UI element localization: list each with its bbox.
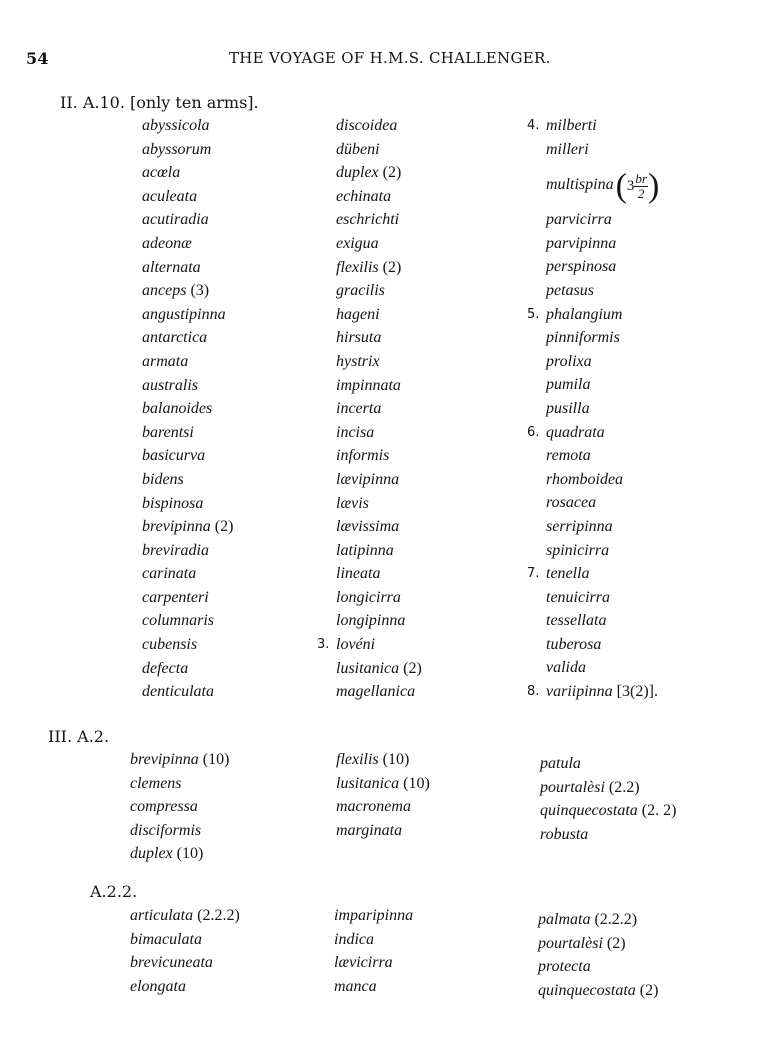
species-entry xyxy=(336,279,422,303)
species-count: (10) xyxy=(382,751,410,768)
species-entry xyxy=(540,823,676,847)
section-iii-column-1 xyxy=(130,748,229,866)
species-name: tenella xyxy=(546,565,590,583)
species-entry xyxy=(142,161,233,185)
species-entry xyxy=(130,928,240,952)
species-entry xyxy=(142,680,233,704)
arm-formula xyxy=(616,161,660,209)
species-entry xyxy=(317,633,422,657)
species-name: robusta xyxy=(540,825,589,843)
species-name: balanoides xyxy=(142,400,213,418)
species-name: lusitanica xyxy=(336,659,400,677)
species-entry xyxy=(334,975,413,999)
species-name: armata xyxy=(142,352,189,370)
species-entry xyxy=(142,421,233,445)
species-entry xyxy=(546,633,659,657)
species-entry xyxy=(336,374,422,398)
entry-number-marker: 7. xyxy=(527,566,540,582)
species-name: brevicuneata xyxy=(130,954,213,972)
species-entry xyxy=(527,114,659,138)
species-entry xyxy=(336,468,422,492)
species-name: palmata xyxy=(538,911,591,928)
species-count: (2) xyxy=(606,934,626,952)
species-entry xyxy=(336,680,422,704)
species-name: duplex xyxy=(336,164,379,182)
species-entry xyxy=(142,185,233,209)
species-entry xyxy=(336,350,422,374)
species-entry xyxy=(546,515,659,539)
species-entry xyxy=(130,748,229,772)
species-entry xyxy=(142,468,233,492)
section-a22-column-3 xyxy=(538,908,658,1002)
species-name: indica xyxy=(334,930,374,948)
species-name: manca xyxy=(334,977,377,995)
entry-number-marker: 6. xyxy=(527,424,540,440)
species-entry xyxy=(546,232,659,256)
species-entry xyxy=(546,397,659,421)
species-entry xyxy=(336,138,422,162)
species-entry xyxy=(142,279,233,303)
species-name: angustipinna xyxy=(142,305,226,323)
species-name: valida xyxy=(546,659,586,677)
section-iii-heading: III. A.2. xyxy=(48,727,110,746)
species-entry xyxy=(142,539,233,563)
species-name: elongata xyxy=(130,977,186,995)
species-name: serripinna xyxy=(546,517,613,535)
formula-numerator: br xyxy=(635,170,647,186)
species-entry xyxy=(527,680,659,704)
species-name: quadrata xyxy=(546,423,605,441)
species-entry xyxy=(546,208,659,232)
species-name: quinquecostata xyxy=(540,802,638,820)
species-entry xyxy=(130,975,240,999)
species-name: denticulata xyxy=(142,683,214,701)
species-name: hystrix xyxy=(336,352,380,370)
section-a22-column-2 xyxy=(334,904,413,998)
species-name: phalangium xyxy=(546,305,623,323)
section-a22-heading: A.2.2. xyxy=(90,882,138,901)
species-entry xyxy=(336,114,422,138)
species-entry xyxy=(142,586,233,610)
species-entry xyxy=(336,444,422,468)
species-name: carpenteri xyxy=(142,588,209,606)
page-title: THE VOYAGE OF H.M.S. CHALLENGER. xyxy=(229,49,551,67)
species-name: disciformis xyxy=(130,821,202,839)
species-name: milberti xyxy=(546,117,597,134)
species-entry xyxy=(142,303,233,327)
species-name: lævis xyxy=(336,494,369,512)
species-name: abyssorum xyxy=(142,140,212,158)
species-name: parvipinna xyxy=(546,234,617,252)
species-name: variipinna xyxy=(546,683,613,701)
species-entry xyxy=(546,468,659,492)
species-name: dübeni xyxy=(336,140,380,158)
species-entry xyxy=(336,303,422,327)
species-name: remota xyxy=(546,447,591,465)
species-name: pourtalèsi xyxy=(538,934,603,952)
species-name: imparipinna xyxy=(334,907,414,924)
species-entry xyxy=(142,444,233,468)
species-entry xyxy=(336,539,422,563)
species-name: tenuicirra xyxy=(546,588,610,606)
species-name: patula xyxy=(540,755,581,772)
species-entry xyxy=(538,955,658,979)
species-name: brevipinna xyxy=(130,751,199,768)
species-name: alternata xyxy=(142,258,201,276)
species-entry xyxy=(538,908,658,932)
species-count: (2.2.2) xyxy=(594,911,638,928)
species-name: flexilis xyxy=(336,751,379,768)
species-name: clemens xyxy=(130,774,182,792)
species-name: australis xyxy=(142,376,199,394)
species-entry xyxy=(142,492,233,516)
species-name: anceps xyxy=(142,282,187,300)
species-entry xyxy=(546,326,659,350)
species-entry xyxy=(130,772,229,796)
species-name: lusitanica xyxy=(336,774,400,792)
entry-number-marker: 8. xyxy=(527,684,540,700)
species-entry xyxy=(546,138,659,162)
open-paren: ( xyxy=(615,167,627,205)
section-ii-column-3 xyxy=(527,114,660,704)
entry-number-marker: 4. xyxy=(527,118,540,133)
species-name: impinnata xyxy=(336,376,401,394)
section-iii-column-2 xyxy=(336,748,430,842)
species-entry xyxy=(336,609,422,633)
species-count: (10) xyxy=(403,774,430,792)
species-entry xyxy=(334,928,413,952)
formula-fraction xyxy=(634,172,648,201)
species-entry xyxy=(130,951,240,975)
species-entry xyxy=(142,633,233,657)
species-count: (2) xyxy=(639,981,659,999)
species-name: carinata xyxy=(142,565,197,583)
species-entry xyxy=(130,842,229,866)
species-entry xyxy=(336,397,422,421)
species-name: rosacea xyxy=(546,494,597,512)
formula-denominator: 2 xyxy=(637,185,645,201)
formula-coefficient: 3 xyxy=(626,177,635,194)
species-name: pusilla xyxy=(546,399,590,417)
species-entry xyxy=(336,657,422,681)
species-count: (2) xyxy=(382,164,402,182)
species-name: acutiradia xyxy=(142,211,209,229)
species-entry xyxy=(546,255,659,279)
species-name: defecta xyxy=(142,659,189,677)
species-entry xyxy=(142,397,233,421)
species-entry xyxy=(142,138,233,162)
species-name: flexilis xyxy=(336,258,379,276)
species-name: lævipinna xyxy=(336,470,400,488)
species-name: hirsuta xyxy=(336,329,382,347)
species-name: petasus xyxy=(546,281,594,299)
species-name: abyssicola xyxy=(142,117,210,134)
species-count: (2) xyxy=(403,659,422,677)
species-name: adeonæ xyxy=(142,234,192,252)
species-name: breviradia xyxy=(142,541,209,559)
species-count: (2. 2) xyxy=(641,802,677,820)
species-entry xyxy=(142,326,233,350)
species-entry xyxy=(336,185,422,209)
species-entry xyxy=(334,951,413,975)
species-entry xyxy=(130,904,240,928)
species-name: incerta xyxy=(336,400,382,418)
species-entry xyxy=(142,114,233,138)
species-name: lævissima xyxy=(336,518,400,536)
species-entry xyxy=(336,232,422,256)
species-name: exigua xyxy=(336,234,379,252)
section-ii-note: [only ten arms]. xyxy=(130,93,259,112)
species-name: rhomboidea xyxy=(546,470,624,488)
species-name: basicurva xyxy=(142,447,206,465)
species-name: lineata xyxy=(336,565,381,583)
species-entry xyxy=(540,799,676,823)
species-entry xyxy=(336,772,430,796)
species-name: cubensis xyxy=(142,636,198,654)
species-entry xyxy=(336,586,422,610)
species-entry xyxy=(546,444,659,468)
species-name: longipinna xyxy=(336,612,406,630)
species-count: (2.2) xyxy=(608,778,640,796)
section-iii-column-3 xyxy=(540,752,676,846)
species-name: perspinosa xyxy=(546,258,617,276)
section-a22-column-1 xyxy=(130,904,240,998)
species-entry xyxy=(546,609,659,633)
species-name: eschrichti xyxy=(336,211,400,229)
species-count: (10) xyxy=(202,751,230,768)
species-entry xyxy=(142,374,233,398)
species-entry xyxy=(540,776,676,800)
species-name: hageni xyxy=(336,305,380,323)
species-entry xyxy=(336,748,430,772)
species-entry xyxy=(142,609,233,633)
species-name: columnaris xyxy=(142,612,214,630)
species-name: pumila xyxy=(546,376,591,394)
entry-number-marker: 5. xyxy=(527,306,540,322)
species-entry xyxy=(130,819,229,843)
species-entry xyxy=(336,256,422,280)
species-entry xyxy=(336,208,422,232)
species-name: pinniformis xyxy=(546,329,620,347)
species-name: lovéni xyxy=(336,636,376,654)
section-ii-column-2 xyxy=(317,114,422,704)
species-name: longicirra xyxy=(336,588,401,606)
species-name: multispina xyxy=(546,176,614,194)
species-count: (10) xyxy=(176,845,204,863)
species-entry xyxy=(546,539,659,563)
species-name: pourtalèsi xyxy=(540,778,605,796)
species-entry xyxy=(142,232,233,256)
species-name: antarctica xyxy=(142,329,208,347)
species-name: discoidea xyxy=(336,117,398,134)
species-entry xyxy=(546,161,659,208)
species-entry xyxy=(334,904,413,928)
species-entry xyxy=(336,492,422,516)
species-name: tessellata xyxy=(546,612,607,630)
species-name: acœla xyxy=(142,164,181,182)
species-entry xyxy=(336,562,422,586)
species-entry xyxy=(538,979,658,1003)
species-name: bidens xyxy=(142,470,184,488)
species-entry xyxy=(546,586,659,610)
species-count: (3) xyxy=(190,282,210,300)
section-ii-heading xyxy=(60,93,259,112)
species-entry xyxy=(336,515,422,539)
species-name: parvicirra xyxy=(546,211,612,229)
species-entry xyxy=(142,657,233,681)
species-name: compressa xyxy=(130,798,198,816)
species-entry xyxy=(142,515,233,539)
species-entry xyxy=(527,303,659,327)
species-name: informis xyxy=(336,447,390,465)
species-entry xyxy=(546,279,659,303)
species-name: duplex xyxy=(130,845,173,863)
species-entry xyxy=(336,795,430,819)
species-name: barentsi xyxy=(142,423,194,441)
species-name: prolixa xyxy=(546,352,592,370)
species-count: (2) xyxy=(382,258,402,276)
species-count: [3(2)]. xyxy=(616,683,658,701)
species-entry xyxy=(540,752,676,776)
species-entry xyxy=(142,208,233,232)
species-name: tuberosa xyxy=(546,635,602,653)
species-name: aculeata xyxy=(142,187,198,205)
species-entry xyxy=(527,562,659,586)
species-name: bimaculata xyxy=(130,930,202,948)
species-entry xyxy=(336,161,422,185)
species-name: bispinosa xyxy=(142,494,204,512)
species-entry xyxy=(546,656,659,680)
species-name: milleri xyxy=(546,140,589,158)
species-entry xyxy=(336,421,422,445)
species-entry xyxy=(142,562,233,586)
species-entry xyxy=(538,932,658,956)
entry-number-marker: 3. xyxy=(317,637,330,653)
species-name: magellanica xyxy=(336,683,416,701)
species-name: gracilis xyxy=(336,282,385,300)
section-ii-column-1 xyxy=(142,114,233,704)
species-name: lævicirra xyxy=(334,954,393,972)
species-entry xyxy=(546,373,659,397)
page-number: 54 xyxy=(26,49,49,68)
species-name: macronema xyxy=(336,798,411,816)
species-name: incisa xyxy=(336,423,375,441)
close-paren: ) xyxy=(647,167,660,205)
species-name: latipinna xyxy=(336,541,394,559)
species-name: marginata xyxy=(336,821,403,839)
species-name: quinquecostata xyxy=(538,981,636,999)
species-entry xyxy=(527,421,659,445)
species-name: spinicirra xyxy=(546,541,610,559)
species-name: protecta xyxy=(538,958,591,976)
species-entry xyxy=(142,256,233,280)
species-name: echinata xyxy=(336,187,392,205)
species-entry xyxy=(142,350,233,374)
species-name: articulata xyxy=(130,907,194,924)
species-count: (2) xyxy=(214,518,234,536)
species-entry xyxy=(546,350,659,374)
species-entry xyxy=(130,795,229,819)
species-entry xyxy=(336,326,422,350)
species-entry xyxy=(336,819,430,843)
section-ii-label: II. A.10. xyxy=(60,93,125,112)
species-name: brevipinna xyxy=(142,518,211,536)
species-count: (2.2.2) xyxy=(197,907,240,924)
species-entry xyxy=(546,491,659,515)
